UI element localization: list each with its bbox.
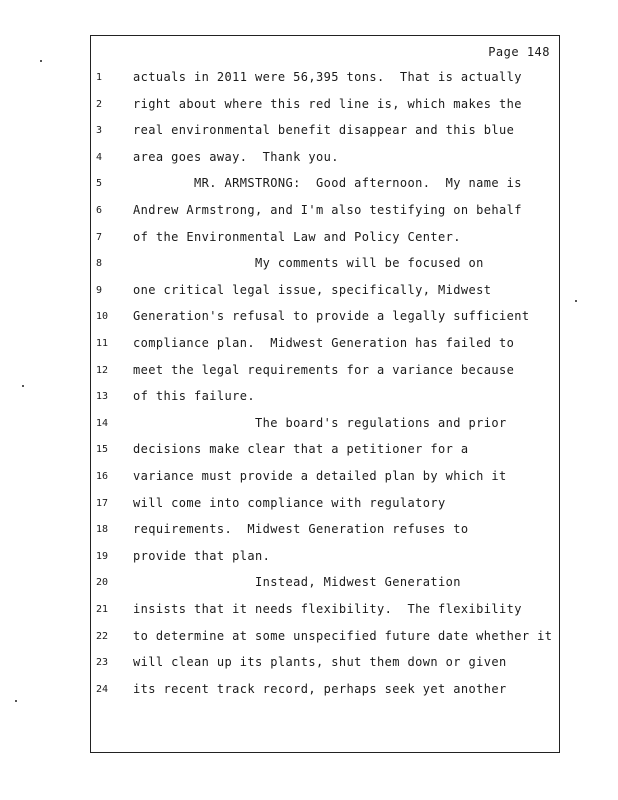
line-number: 16 [96, 471, 109, 482]
line-text: of this failure. [133, 389, 255, 404]
line-text: one critical legal issue, specifically, Midwest [133, 282, 492, 297]
line-text: My comments will be focused on [133, 256, 484, 271]
transcript-line [0, 522, 618, 548]
line-number: 4 [96, 151, 103, 163]
scan-speck [15, 700, 17, 702]
transcript-line [0, 150, 618, 176]
line-text: insists that it needs flexibility. The flexibility [133, 602, 522, 616]
line-text: variance must provide a detailed plan by which it [133, 469, 507, 483]
line-number: 8 [96, 258, 103, 270]
line-text: provide that plan. [133, 548, 271, 563]
transcript-line [0, 70, 618, 96]
transcript-line [0, 416, 618, 442]
line-number: 7 [96, 231, 103, 243]
line-text: compliance plan. Midwest Generation has failed to [133, 336, 515, 350]
line-number: 20 [96, 577, 109, 589]
scan-speck [22, 385, 24, 387]
line-number: 5 [96, 178, 103, 190]
transcript-line [0, 176, 618, 202]
line-text: Generation's refusal to provide a legally sufficient [133, 309, 530, 324]
line-text: MR. ARMSTRONG: Good afternoon. My name is [133, 176, 522, 191]
transcript-line [0, 496, 618, 522]
page-number: Page 148 [488, 45, 550, 59]
scan-speck [575, 300, 577, 302]
line-text: area goes away. Thank you. [133, 149, 339, 164]
line-text: will come into compliance with regulatory [133, 495, 446, 510]
transcript-line [0, 309, 618, 335]
line-text: decisions make clear that a petitioner for a [133, 442, 469, 457]
line-number: 10 [96, 311, 109, 323]
line-number: 17 [96, 497, 109, 509]
line-number: 9 [96, 284, 103, 296]
transcript-line [0, 230, 618, 256]
line-number: 15 [96, 444, 109, 456]
line-text: real environmental benefit disappear and this blue [133, 123, 515, 138]
line-text: meet the legal requirements for a variance because [133, 362, 515, 377]
transcript-line [0, 283, 618, 309]
transcript-line [0, 363, 618, 389]
line-number: 11 [96, 338, 109, 349]
transcript-line [0, 203, 618, 229]
line-number: 22 [96, 630, 109, 642]
transcript-line [0, 549, 618, 575]
line-text: of the Environmental Law and Policy Center. [133, 229, 461, 244]
line-number: 14 [96, 417, 109, 429]
line-text: The board's regulations and prior [133, 415, 507, 430]
transcript-line [0, 469, 618, 495]
line-text: Instead, Midwest Generation [133, 575, 461, 590]
line-number: 23 [96, 657, 109, 669]
transcript-line [0, 442, 618, 468]
scan-speck [40, 60, 42, 62]
transcript-line [0, 602, 618, 628]
transcript-line [0, 629, 618, 655]
line-text: will clean up its plants, shut them down or given [133, 655, 507, 670]
line-text: Andrew Armstrong, and I'm also testifying on behalf [133, 203, 522, 217]
line-text: right about where this red line is, which makes the [133, 96, 522, 111]
line-text: to determine at some unspecified future date whether it [133, 628, 553, 643]
transcript-line [0, 336, 618, 362]
line-number: 21 [96, 604, 109, 615]
transcript-line [0, 655, 618, 681]
line-number: 1 [96, 72, 103, 83]
line-text: its recent track record, perhaps seek yet another [133, 681, 507, 696]
transcript-line [0, 123, 618, 149]
line-number: 12 [96, 364, 109, 376]
transcript-line [0, 97, 618, 123]
line-number: 18 [96, 524, 109, 536]
line-text: requirements. Midwest Generation refuses to [133, 522, 469, 537]
line-text: actuals in 2011 were 56,395 tons. That is actually [133, 70, 522, 84]
line-number: 6 [96, 205, 103, 216]
line-number: 2 [96, 98, 103, 110]
line-number: 13 [96, 391, 109, 403]
line-number: 3 [96, 125, 103, 137]
line-number: 24 [96, 683, 109, 695]
transcript-line [0, 682, 618, 708]
transcript-line [0, 389, 618, 415]
line-number: 19 [96, 550, 109, 562]
transcript-line [0, 575, 618, 601]
transcript-line [0, 256, 618, 282]
